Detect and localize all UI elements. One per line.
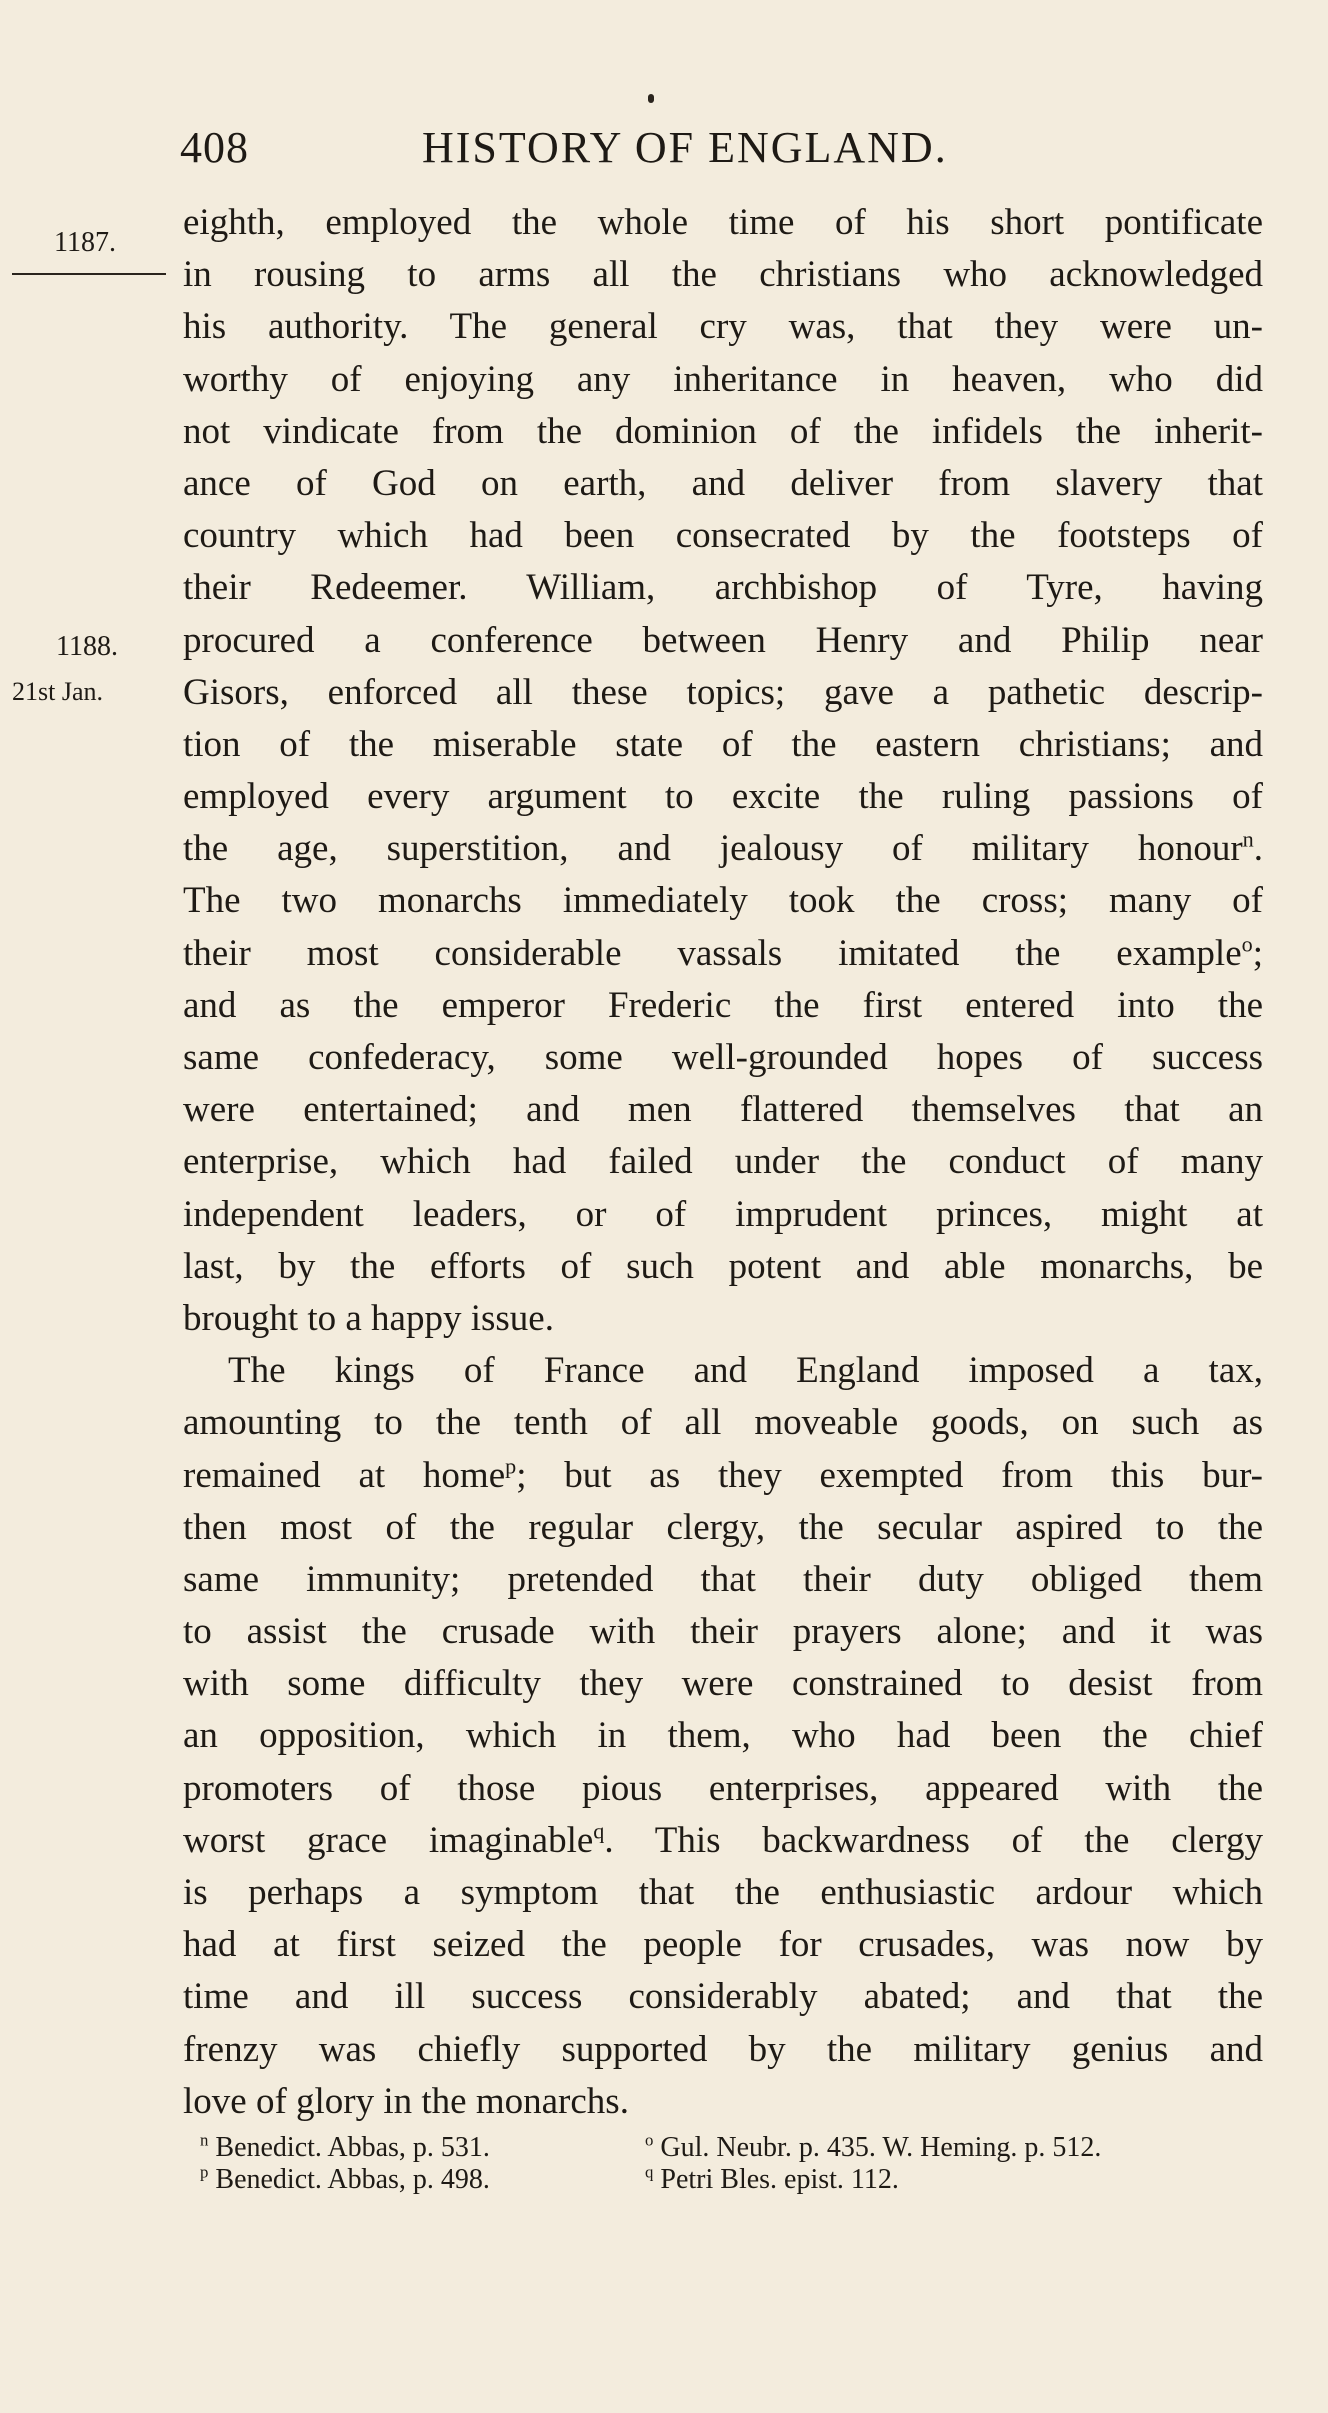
text-line: then most of the regular clergy, the secular aspired to the: [183, 1506, 1263, 1548]
text-line: independent leaders, or of imprudent princes, might at: [183, 1193, 1263, 1235]
text-line: brought to a happy issue.: [183, 1297, 554, 1339]
text-line: enterprise, which had failed under the conduct of many: [183, 1141, 1263, 1183]
running-title: HISTORY OF ENGLAND.: [422, 123, 948, 172]
footnote-text: Benedict. Abbas, p. 531.: [215, 2132, 490, 2163]
text-line: time and ill success considerably abated; and that the: [183, 1976, 1263, 2018]
footnote-ref: n: [1242, 826, 1254, 852]
footnote-o: [645, 2131, 1101, 2165]
text-line: The two monarchs immediately took the cross; many of: [183, 880, 1263, 922]
text-line: promoters of those pious enterprises, appeared with the: [183, 1767, 1263, 1809]
text-line: frenzy was chiefly supported by the military genius and: [183, 2028, 1263, 2070]
text-line: worst grace imaginable$^q$. This backwardness of the clergy: [183, 1818, 1263, 1861]
text-line: had at first seized the people for crusades, was now by: [183, 1924, 1263, 1966]
footnote-mark: n: [200, 2130, 209, 2150]
text-line: to assist the crusade with their prayers alone; and it was: [183, 1611, 1263, 1653]
text-line: eighth, employed the whole time of his short pontificate: [183, 202, 1263, 243]
text-line: love of glory in the monarchs.: [183, 2080, 629, 2122]
footnote-mark: o: [645, 2130, 654, 2150]
page-number: 408: [180, 123, 249, 172]
text-line: amounting to the tenth of all moveable goods, on such as: [183, 1402, 1263, 1444]
text-line: were entertained; and men flattered themselves that an: [183, 1089, 1263, 1131]
text-line: same immunity; pretended that their duty obliged them: [183, 1558, 1263, 1600]
text-line: an opposition, which in them, who had been the chief: [183, 1715, 1263, 1757]
text-line: in rousing to arms all the christians who acknowledged: [183, 254, 1263, 296]
margin-date: 21st Jan.: [12, 677, 103, 706]
text-line: employed every argument to excite the ruling passions of: [183, 776, 1263, 818]
footnote-text: Benedict. Abbas, p. 498.: [215, 2164, 490, 2195]
footnote-q: [645, 2163, 899, 2197]
text-line: the age, superstition, and jealousy of military honour$^n$.: [183, 826, 1263, 870]
text-line: tion of the miserable state of the eastern christians; and: [183, 723, 1263, 765]
text-line: remained at home$^p$; but as they exempted from this bur-: [183, 1453, 1263, 1496]
text-line: his authority. The general cry was, that they were un-: [183, 306, 1263, 348]
footnote-p: [200, 2163, 490, 2197]
text-line: last, by the efforts of such potent and able monarchs, be: [183, 1245, 1263, 1287]
text-line: country which had been consecrated by the footsteps of: [183, 515, 1263, 557]
body-text: [183, 197, 1263, 2128]
footnote-text: Gul. Neubr. p. 435. W. Heming. p. 512.: [660, 2132, 1102, 2163]
text-line: worthy of enjoying any inheritance in heaven, who did: [183, 358, 1263, 400]
text-line: procured a conference between Henry and Philip near: [183, 619, 1263, 661]
text-line: with some difficulty they were constrained to desist from: [183, 1663, 1263, 1705]
footnote-n: [200, 2131, 490, 2165]
footnote-ref: o: [1241, 931, 1253, 957]
margin-rule: [12, 273, 166, 275]
text-line: not vindicate from the dominion of the infidels the inherit-: [183, 410, 1263, 452]
footnote-ref: p: [505, 1453, 517, 1479]
text-line: ance of God on earth, and deliver from slavery that: [183, 462, 1263, 504]
footnote-ref: q: [593, 1818, 605, 1844]
footnote-mark: q: [645, 2162, 654, 2182]
footnote-mark: p: [200, 2162, 209, 2182]
footnote-text: Petri Bles. epist. 112.: [660, 2164, 899, 2195]
margin-year-1187: 1187.: [54, 227, 116, 258]
text-line: The kings of France and England imposed a tax,: [228, 1350, 1263, 1392]
text-line: and as the emperor Frederic the first entered into the: [183, 984, 1263, 1026]
ink-speck: [648, 94, 654, 103]
text-line: is perhaps a symptom that the enthusiastic ardour which: [183, 1872, 1263, 1913]
margin-year-1188: 1188.: [56, 631, 118, 662]
text-line: their most considerable vassals imitated the example$^o$;: [183, 931, 1263, 974]
text-line: same confederacy, some well-grounded hopes of success: [183, 1037, 1263, 1078]
text-line: Gisors, enforced all these topics; gave a pathetic descrip-: [183, 671, 1263, 713]
text-line: their Redeemer. William, archbishop of Tyre, having: [183, 567, 1263, 609]
